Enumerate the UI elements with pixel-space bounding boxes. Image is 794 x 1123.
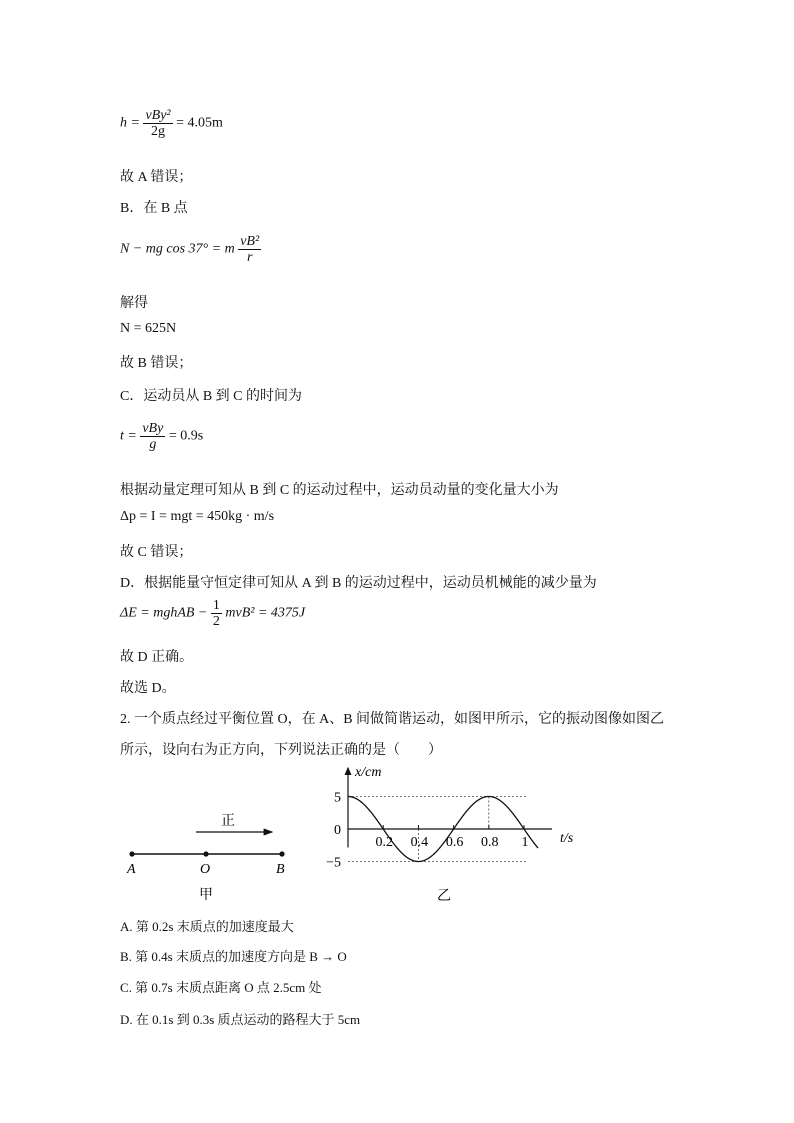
d-right: 故 D 正确。 [120, 650, 194, 665]
h-lhs: h = [120, 115, 140, 131]
x-tick-label: 0.2 [375, 835, 393, 850]
e-numerator: 1 [212, 598, 220, 613]
y-tick-label: 0 [334, 823, 341, 838]
x-axis-label: t/s [560, 831, 574, 846]
x-tick-label: 0.4 [410, 835, 429, 850]
b-wrong: 故 B 错误； [120, 356, 193, 371]
point-o [203, 851, 208, 856]
figure-jia [110, 800, 310, 910]
e-fraction [211, 598, 222, 629]
e-rhs: mvB² = 4375J [225, 605, 306, 621]
h-rhs: = 4.05m [176, 115, 223, 131]
solve-label: 解得 [120, 296, 148, 311]
t-numerator: vBy [142, 421, 164, 436]
caption-jia: 甲 [199, 888, 213, 903]
n-denominator: r [246, 250, 253, 265]
e-denominator: 2 [212, 614, 220, 629]
y-tick-label: 5 [334, 790, 341, 806]
c-head: C．运动员从 B 到 C 的时间为 [120, 389, 303, 404]
x-tick-label: 0.6 [445, 835, 464, 850]
a-wrong: 故 A 错误； [120, 170, 193, 185]
h-numerator: vBy² [145, 108, 171, 123]
label-a: A [127, 862, 136, 877]
n-numerator: vB² [240, 234, 260, 249]
label-o: O [200, 862, 211, 877]
x-tick-label: 0.8 [481, 835, 499, 850]
t-denominator: g [149, 437, 157, 452]
option-b: B. 第 0.4s 末质点的加速度方向是 B → O [120, 949, 347, 964]
e-lhs: ΔE = mghAB − [120, 605, 208, 621]
option-c: C. 第 0.7s 末质点距离 O 点 2.5cm 处 [120, 980, 322, 995]
d-head: D．根据能量守恒定律可知从 A 到 B 的运动过程中，运动员机械能的减少量为 [120, 576, 597, 591]
option-d: D. 在 0.1s 到 0.3s 质点运动的路程大于 5cm [120, 1012, 361, 1027]
y-tick-label: −5 [326, 855, 341, 871]
caption-yi: 乙 [437, 889, 451, 904]
h-fraction [143, 108, 172, 139]
n-fraction [238, 234, 261, 265]
choose: 故选 D。 [120, 681, 176, 696]
dp-equation: Δp = I = mgt = 450kg · m/s [120, 509, 275, 524]
q2-line1: 2. 一个质点经过平衡位置 O，在 A、B 间做简谐运动，如图甲所示，它的振动图像如图乙 [120, 712, 665, 727]
t-lhs: t = [120, 428, 137, 444]
label-b: B [276, 862, 285, 877]
t-rhs: = 0.9s [168, 428, 204, 444]
c-text: 根据动量定理可知从 B 到 C 的运动过程中，运动员动量的变化量大小为 [120, 483, 559, 498]
point-b [279, 851, 284, 856]
h-denominator: 2g [151, 124, 166, 139]
c-wrong: 故 C 错误； [120, 545, 193, 560]
option-a: A. 第 0.2s 末质点的加速度最大 [120, 919, 294, 934]
n-lhs: N − mg cos 37° = m [120, 241, 235, 257]
n-equation [120, 234, 261, 265]
q2-line2: 所示，设向右为正方向，下列说法正确的是（ ） [120, 743, 442, 758]
figure-yi-chart [320, 758, 590, 908]
h-equation [120, 108, 223, 139]
x-tick-label: 1 [521, 835, 529, 850]
b-head: B．在 B 点 [120, 201, 188, 216]
point-a [129, 851, 134, 856]
y-axis-label: x/cm [355, 765, 382, 780]
t-fraction [140, 421, 165, 452]
e-equation [120, 598, 305, 629]
t-equation [120, 421, 203, 452]
n-result: N = 625N [120, 321, 177, 336]
direction-label: 正 [221, 814, 235, 829]
